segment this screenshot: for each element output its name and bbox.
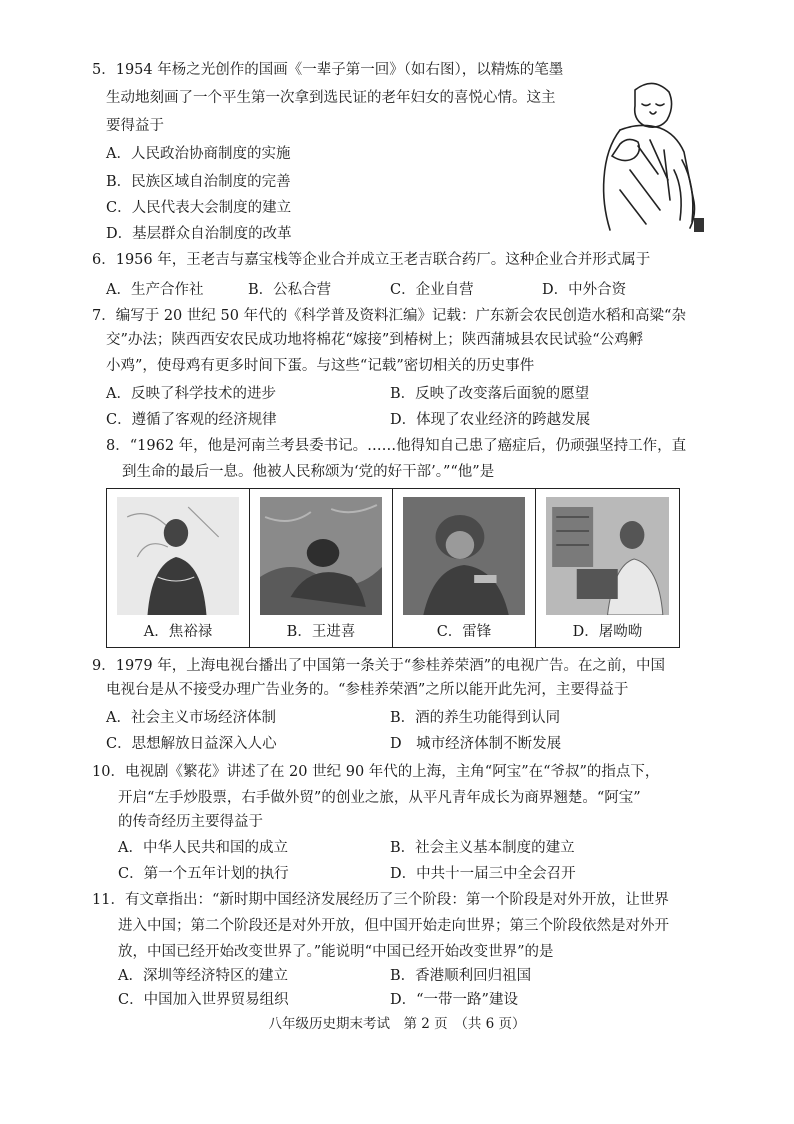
q5-option-a: A．人民政治协商制度的实施 [106, 146, 291, 162]
q5-option-d: D．基层群众自治制度的改革 [106, 226, 292, 242]
q11-stem-line-2: 进入中国；第二个阶段还是对外开放，但中国开始走向世界；第三个阶段依然是对外开 [118, 918, 669, 934]
q8-photo-options [106, 488, 680, 648]
q5-option-b: B．民族区域自治制度的完善 [106, 174, 291, 190]
portrait-photo-icon [117, 497, 239, 615]
q9-option-b: B．酒的养生功能得到认同 [390, 710, 561, 726]
q7-stem-line-3: 小鸡”，使母鸡有更多时间下蛋。与这些“记载”密切相关的历史事件 [106, 358, 535, 374]
q8-stem-line-1: 8．“1962 年，他是河南兰考县委书记。……他得知自己患了癌症后，仍顽强坚持工作，直 [106, 438, 687, 454]
q10-option-d: D．中共十一届三中全会召开 [390, 866, 576, 882]
q8-option-b: B．王进喜 [286, 624, 356, 640]
q6-option-a: A．生产合作社 [106, 282, 204, 298]
q5-stem-line-2: 生动地刻画了一个平生第一次拿到选民证的老年妇女的喜悦心情。这主 [106, 90, 556, 106]
q11-stem-line-3: 放，中国已经开始改变世界了。”能说明“中国已经开始改变世界”的是 [118, 944, 554, 960]
q5-stem-line-3: 要得益于 [106, 118, 164, 134]
q11-option-a: A．深圳等经济特区的建立 [118, 968, 288, 984]
q8-photo-cell-a [107, 489, 250, 647]
q7-option-b: B．反映了改变落后面貌的愿望 [390, 386, 590, 402]
soldier-photo-icon [403, 497, 525, 615]
q8-option-d: D．屠呦呦 [572, 624, 643, 640]
q7-option-c: C．遵循了客观的经济规律 [106, 412, 277, 428]
q9-option-a: A．社会主义市场经济体制 [106, 710, 276, 726]
q8-photo-cell-d [536, 489, 679, 647]
q10-option-c: C．第一个五年计划的执行 [118, 866, 289, 882]
q11-option-b: B．香港顺利回归祖国 [390, 968, 532, 984]
q10-stem-line-2: 开启“左手炒股票，右手做外贸”的创业之旅，从平凡青年成长为商界翘楚。“阿宝” [118, 790, 641, 806]
q10-stem-line-3: 的传奇经历主要得益于 [118, 814, 263, 830]
q7-stem-line-2: 交”办法；陕西西安农民成功地将棉花“嫁接”到椿树上；陕西蒲城县农民试验“公鸡孵 [106, 332, 644, 348]
q8-option-a: A．焦裕禄 [143, 624, 213, 640]
q10-stem-line-1: 10．电视剧《繁花》讲述了在 20 世纪 90 年代的上海，主角“阿宝”在“爷叔”的指点下， [92, 764, 660, 780]
q7-option-d: D．体现了农业经济的跨越发展 [390, 412, 591, 428]
page-footer: 八年级历史期末考试 第 2 页 （共 6 页） [268, 1016, 526, 1032]
q10-option-b: B．社会主义基本制度的建立 [390, 840, 575, 856]
q6-option-c: C．企业自营 [390, 282, 474, 298]
q8-photo-cell-c [393, 489, 536, 647]
q5-stem-line-1: 5．1954 年杨之光创作的国画《一辈子第一回》（如右图），以精炼的笔墨 [92, 62, 564, 78]
q8-stem-line-2: 到生命的最后一息。他被人民称颂为‘党的好干部’。”“他”是 [122, 464, 495, 480]
scientist-photo-icon [546, 497, 669, 615]
q8-option-c: C．雷锋 [436, 624, 492, 640]
q6-option-d: D．中外合资 [542, 282, 627, 298]
q9-stem-line-2: 电视台是从不接受办理广告业务的。“参桂养荣酒”之所以能开此先河，主要得益于 [106, 682, 629, 698]
q9-option-c: C．思想解放日益深入人心 [106, 736, 277, 752]
oil-worker-photo-icon [260, 497, 382, 615]
painting-sketch-icon [590, 60, 710, 240]
q11-option-d: D．“一带一路”建设 [390, 992, 518, 1008]
q9-option-d: D 城市经济体制不断发展 [390, 736, 562, 752]
q8-photo-cell-b [250, 489, 393, 647]
q7-option-a: A．反映了科学技术的进步 [106, 386, 276, 402]
q11-option-c: C．中国加入世界贸易组织 [118, 992, 289, 1008]
q6-stem-line-1: 6．1956 年，王老吉与嘉宝栈等企业合并成立王老吉联合药厂。这种企业合并形式属于 [92, 252, 651, 268]
q7-stem-line-1: 7．编写于 20 世纪 50 年代的《科学普及资料汇编》记载：广东新会农民创造水稻和高粱“杂 [92, 308, 686, 324]
q9-stem-line-1: 9．1979 年，上海电视台播出了中国第一条关于“参桂养荣酒”的电视广告。在之前，中国 [92, 658, 666, 674]
q10-option-a: A．中华人民共和国的成立 [118, 840, 288, 856]
q5-option-c: C．人民代表大会制度的建立 [106, 200, 292, 216]
q11-stem-line-1: 11．有文章指出：“新时期中国经济发展经历了三个阶段：第一个阶段是对外开放，让世界 [92, 892, 669, 908]
q6-option-b: B．公私合营 [248, 282, 332, 298]
